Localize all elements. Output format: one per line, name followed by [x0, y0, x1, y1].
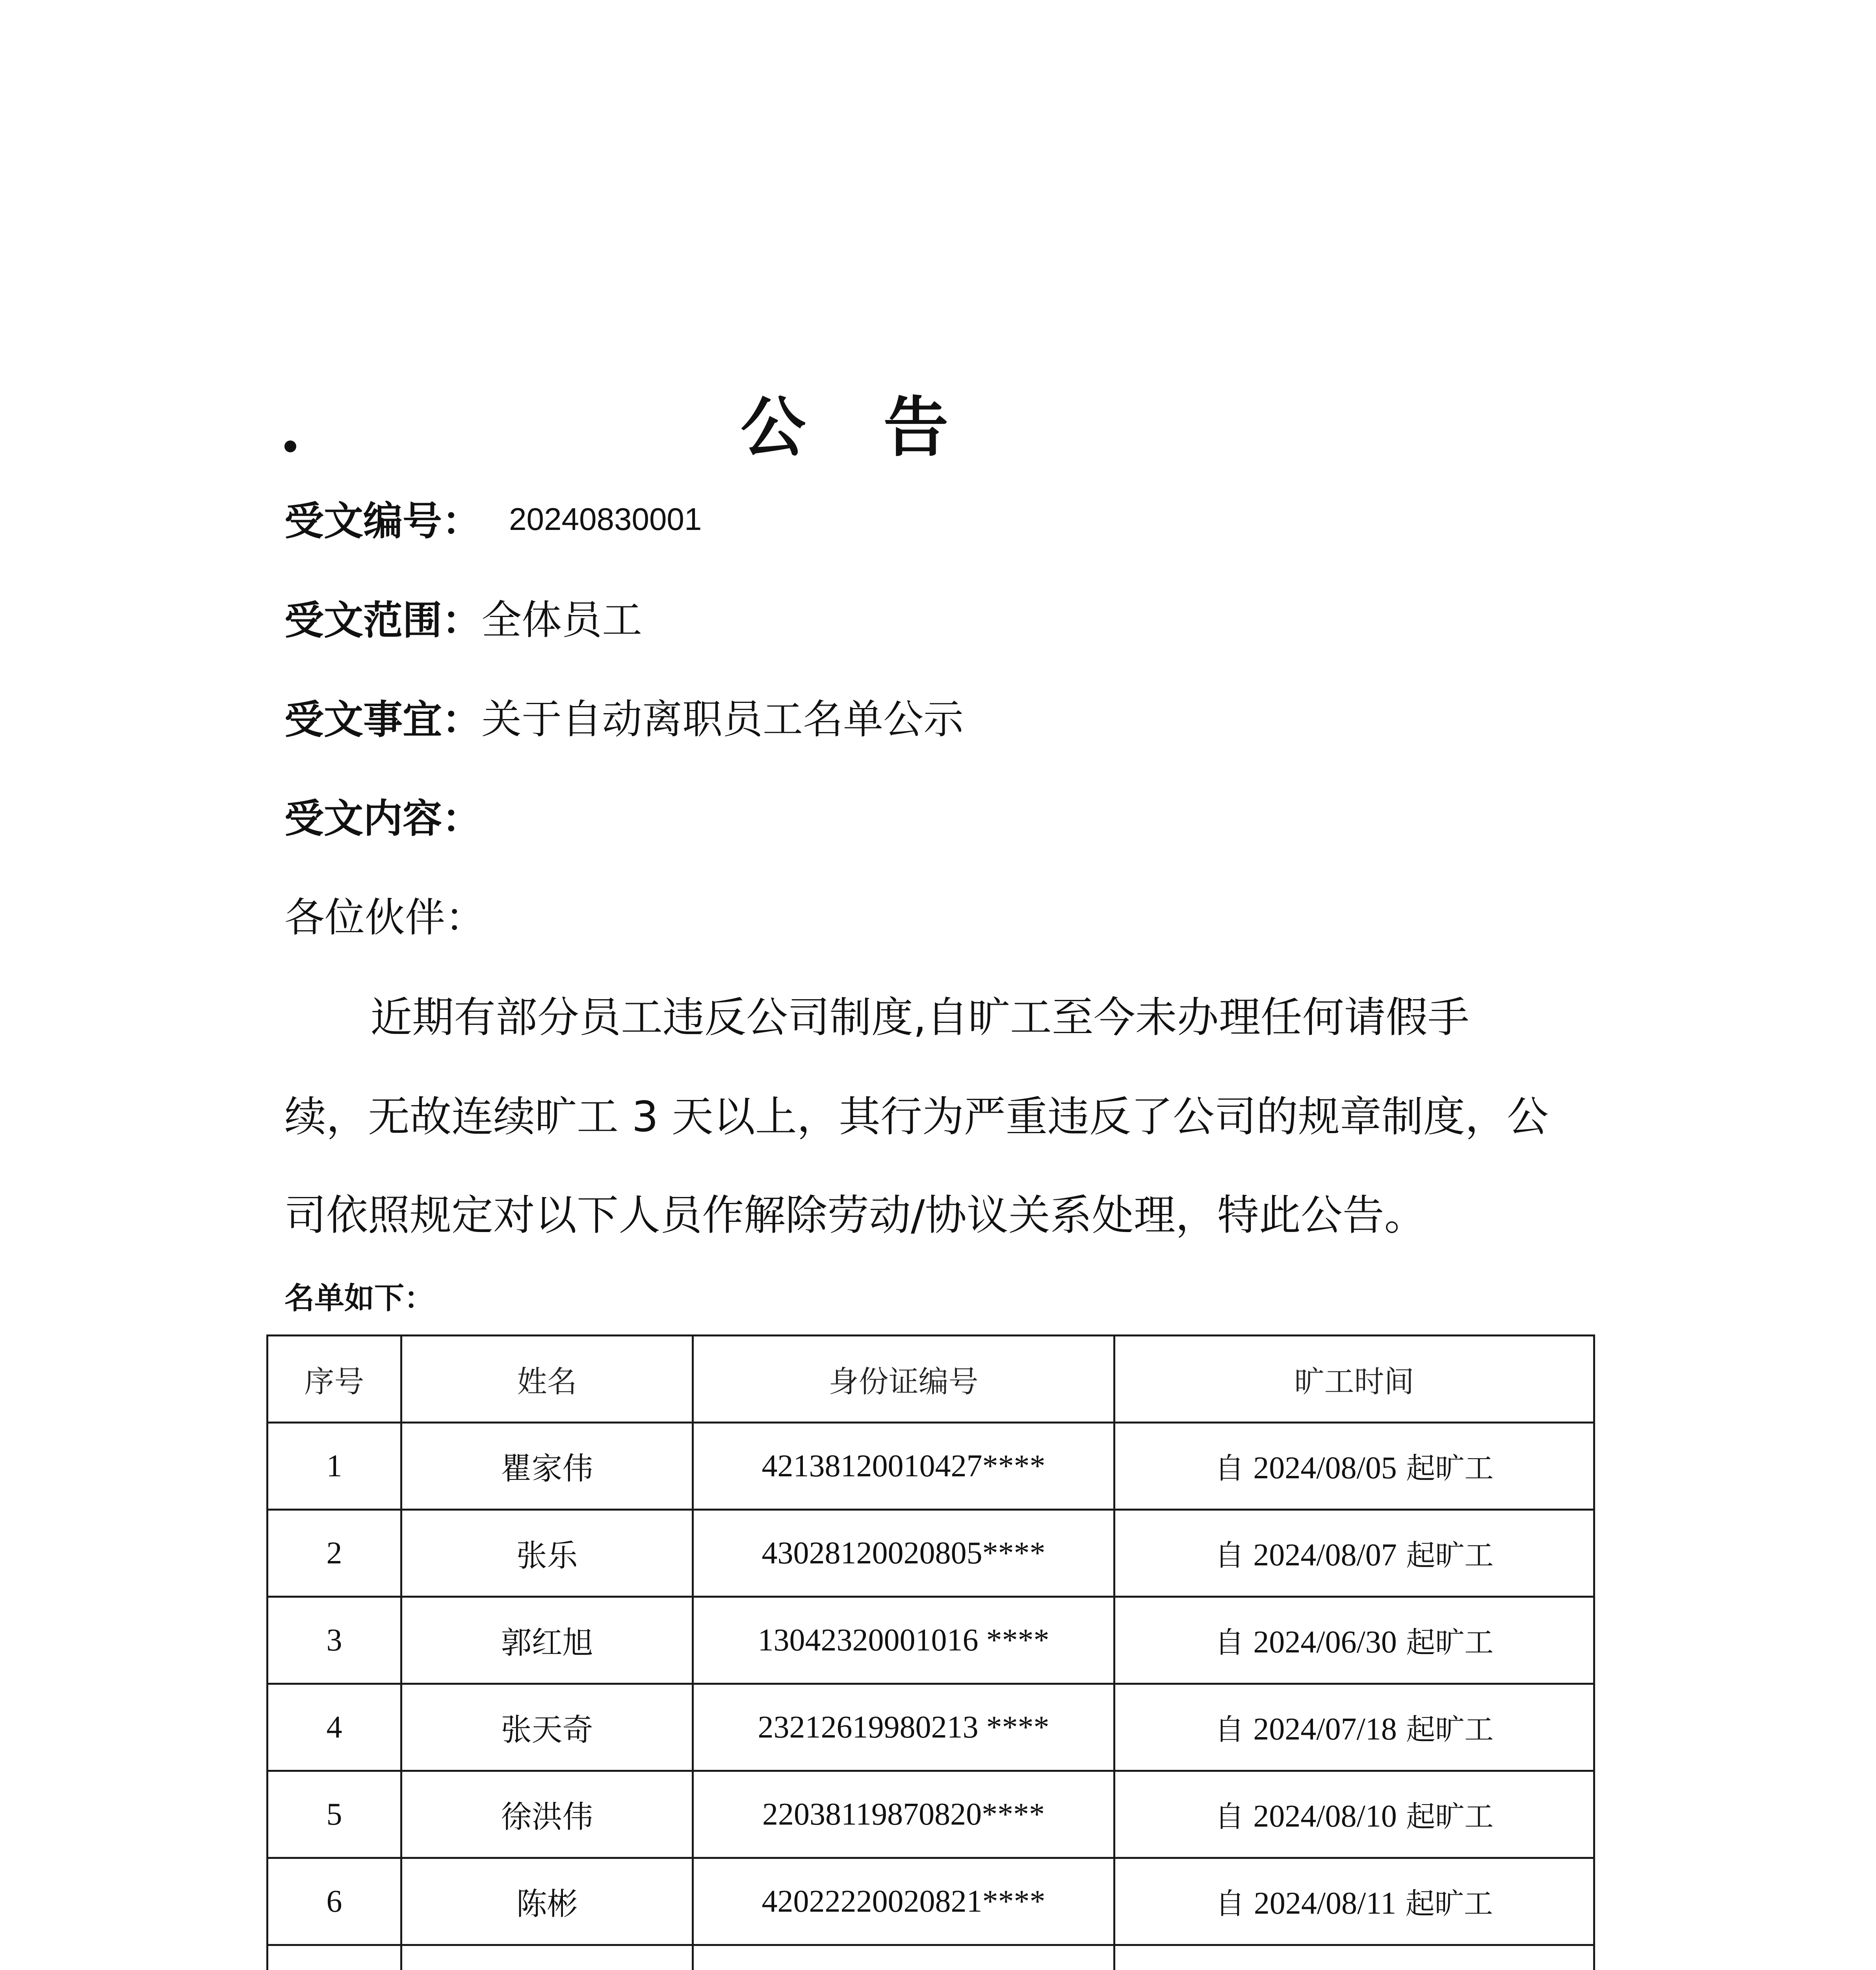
- absence-suffix: 起旷工: [1397, 1713, 1494, 1747]
- row-number: 1: [267, 1423, 401, 1510]
- row-number: 3: [267, 1597, 401, 1684]
- scope-value: 全体员工: [481, 597, 642, 644]
- id-number: [693, 1945, 1114, 1970]
- absence-date: 2024/08/11: [1254, 1886, 1397, 1921]
- id-number: 42138120010427****: [693, 1423, 1114, 1510]
- absence-suffix: 起旷工: [1397, 1800, 1494, 1834]
- table-row: [267, 1858, 1594, 1945]
- body-line-1: 近期有部分员工违反公司制度,自旷工至今未办理任何请假手: [370, 993, 1469, 1042]
- absence-prefix: 自: [1215, 1800, 1254, 1834]
- absence-prefix: 自: [1215, 1713, 1254, 1747]
- absence-date: 2024/06/30: [1253, 1625, 1397, 1660]
- table-header-row: [267, 1336, 1594, 1423]
- absence-suffix: 起旷工: [1397, 1451, 1494, 1485]
- row-number: 6: [267, 1858, 401, 1945]
- row-number: 5: [267, 1771, 401, 1858]
- scope-label: 受文范围：: [284, 597, 481, 643]
- body-line-3: 司依照规定对以下人员作解除劳动/协议关系处理，特此公告。: [284, 1191, 1426, 1240]
- greeting: 各位伙伴：: [284, 894, 485, 941]
- doc-number-row: [284, 492, 702, 551]
- id-number: 23212619980213 ****: [693, 1684, 1114, 1771]
- employee-name: 瞿家伟: [401, 1423, 693, 1510]
- absence-prefix: 自: [1215, 1451, 1254, 1485]
- row-number: [267, 1945, 401, 1970]
- absentee-table: [266, 1334, 1595, 1970]
- absence-prefix: 自: [1215, 1626, 1254, 1660]
- header-name: 姓名: [401, 1336, 693, 1423]
- table-row: [267, 1423, 1594, 1510]
- absence-prefix: 自: [1215, 1539, 1254, 1572]
- table-row: [267, 1945, 1594, 1970]
- matter-row: [284, 690, 964, 749]
- list-label: 名单如下：: [284, 1280, 434, 1316]
- absence-suffix: 起旷工: [1396, 1887, 1493, 1921]
- employee-name: 徐洪伟: [401, 1771, 693, 1858]
- id-number: 22038119870820****: [693, 1771, 1114, 1858]
- table-row: [267, 1771, 1594, 1858]
- absence-suffix: 起旷工: [1397, 1539, 1494, 1572]
- row-number: 2: [267, 1510, 401, 1597]
- absence-time: [1114, 1771, 1594, 1858]
- employee-name: [401, 1945, 693, 1970]
- header-time: 旷工时间: [1114, 1336, 1594, 1423]
- absence-time: [1114, 1945, 1594, 1970]
- absence-date: 2024/08/10: [1253, 1799, 1397, 1834]
- body-line-2: 续，无故连续旷工 3 天以上，其行为严重违反了公司的规章制度，公: [284, 1093, 1549, 1141]
- absence-date: 2024/08/05: [1253, 1451, 1397, 1485]
- table-row: [267, 1597, 1594, 1684]
- content-label: 受文内容：: [284, 795, 481, 842]
- absence-time: [1114, 1510, 1594, 1597]
- absence-time: [1114, 1858, 1594, 1945]
- employee-name: 陈彬: [401, 1858, 693, 1945]
- id-number: 42022220020821****: [693, 1858, 1114, 1945]
- table-row: [267, 1684, 1594, 1771]
- employee-name: 张天奇: [401, 1684, 693, 1771]
- absence-date: 2024/08/07: [1253, 1538, 1397, 1572]
- employee-name: 郭红旭: [401, 1597, 693, 1684]
- employee-name: 张乐: [401, 1510, 693, 1597]
- row-number: 4: [267, 1684, 401, 1771]
- absence-time: [1114, 1684, 1594, 1771]
- matter-label: 受文事宜：: [284, 697, 481, 743]
- header-id: 身份证编号: [693, 1336, 1114, 1423]
- scope-row: [284, 591, 642, 650]
- id-number: 13042320001016 ****: [693, 1597, 1114, 1684]
- content-row: [284, 789, 481, 848]
- matter-value: 关于自动离职员工名单公示: [481, 696, 964, 743]
- doc-number-value: 20240830001: [509, 502, 702, 537]
- bullet-dot: [284, 440, 296, 452]
- doc-number-label: 受文编号：: [284, 498, 481, 544]
- absence-date: 2024/07/18: [1253, 1712, 1397, 1747]
- id-number: 43028120020805****: [693, 1510, 1114, 1597]
- absence-prefix: 自: [1215, 1887, 1254, 1921]
- absence-suffix: 起旷工: [1397, 1626, 1494, 1660]
- header-no: 序号: [267, 1336, 401, 1423]
- table-row: [267, 1510, 1594, 1597]
- absence-time: [1114, 1423, 1594, 1510]
- absence-time: [1114, 1597, 1594, 1684]
- document-title: 公 告: [741, 390, 976, 465]
